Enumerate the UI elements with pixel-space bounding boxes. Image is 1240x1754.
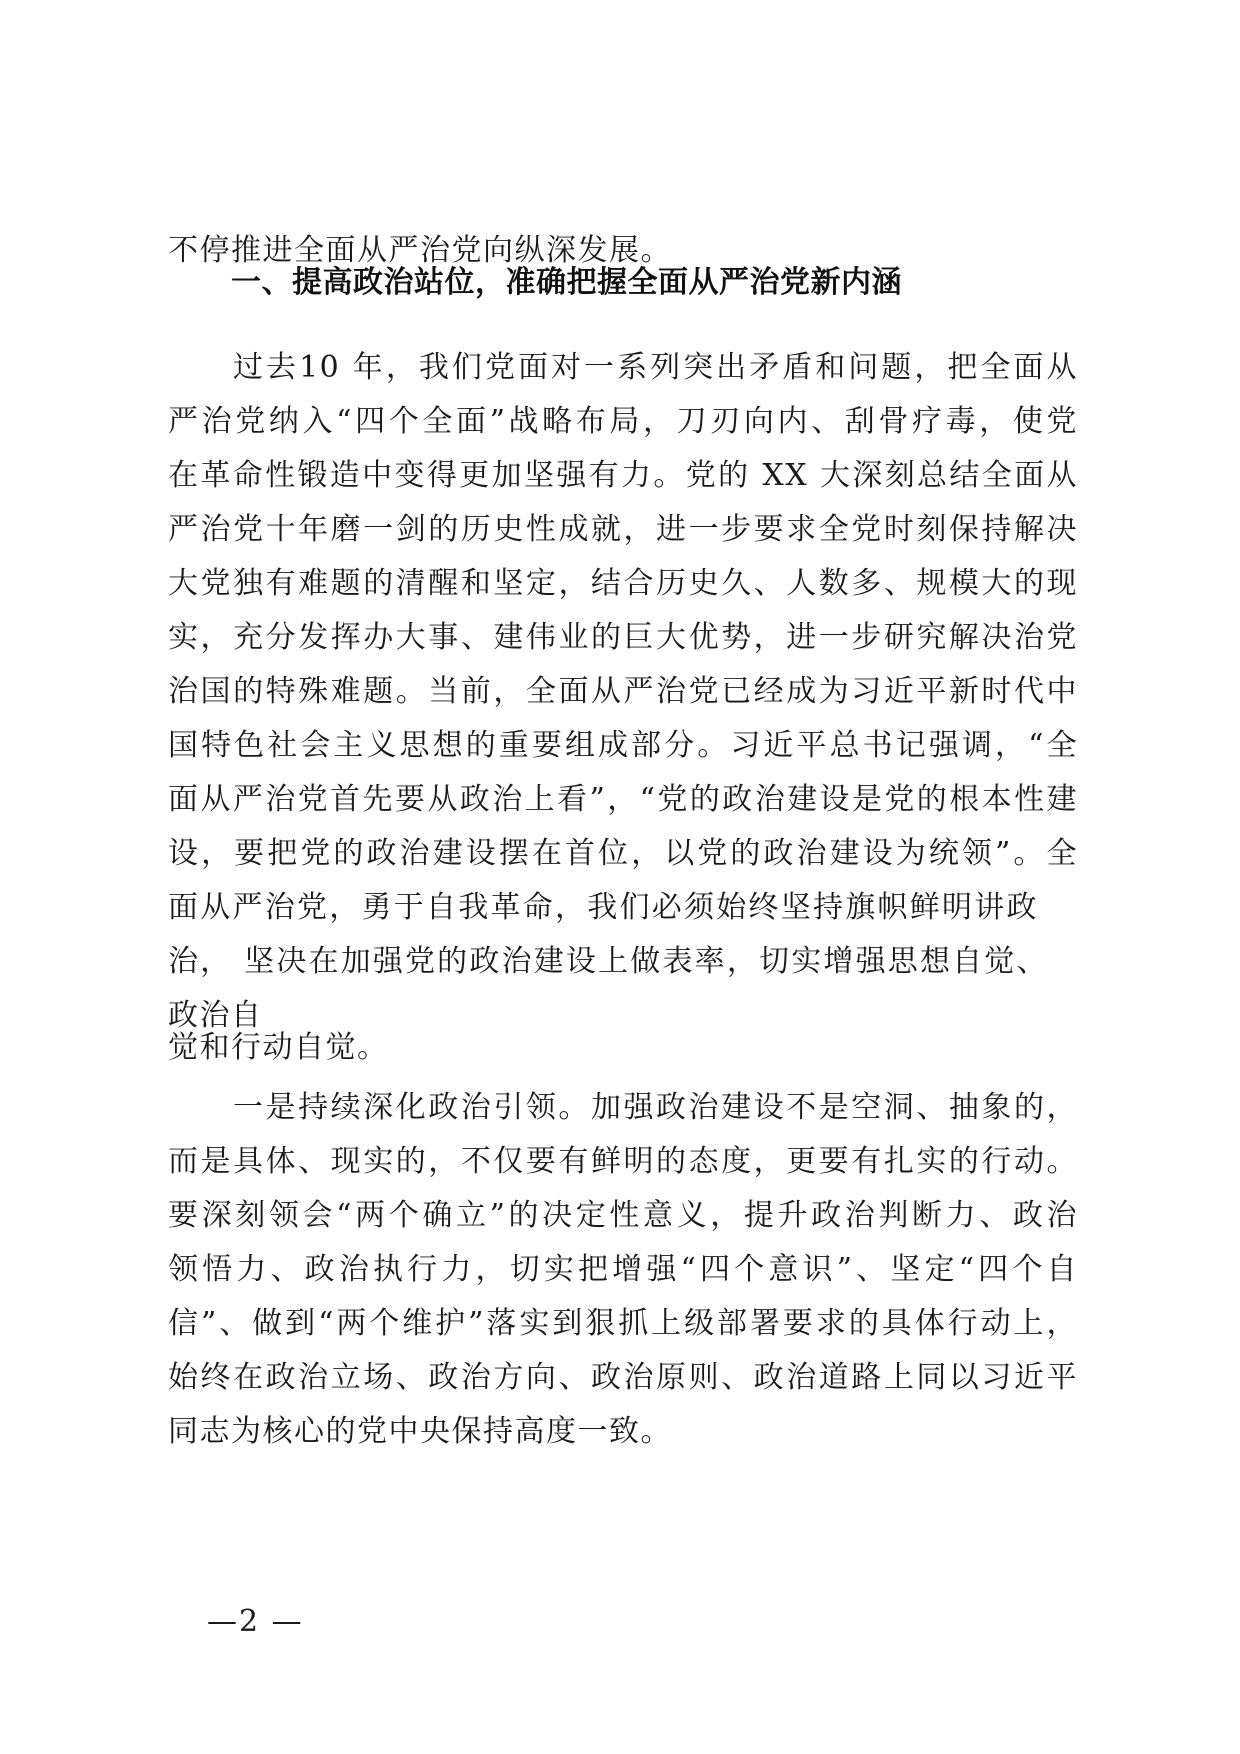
text-line: 在革命性锻造中变得更加坚强有力。党的 XX 大深刻总结全面从 <box>168 458 1078 493</box>
page-number: —2 — <box>207 1604 304 1639</box>
text-line: 实，充分发挥办大事、建伟业的巨大优势，进一步研究解决治党 <box>168 620 1078 655</box>
text-line: 设，要把党的政治建设摆在首位，以党的政治建设为统领”。全 <box>168 836 1078 871</box>
text-line: 大党独有难题的清醒和坚定，结合历史久、人数多、规模大的现 <box>168 566 1078 601</box>
text-line: 一是持续深化政治引领。加强政治建设不是空洞、抽象的， <box>233 1090 1078 1125</box>
section-heading: 一、提高政治站位，准确把握全面从严治党新内涵 <box>231 265 902 300</box>
text-line: 面从严治党首先要从政治上看”，“党的政治建设是党的根本性建 <box>168 782 1078 817</box>
text-line: 要深刻领会“两个确立”的决定性意义，提升政治判断力、政治 <box>168 1198 1078 1233</box>
text-line: 领悟力、政治执行力，切实把增强“四个意识”、坚定“四个自 <box>168 1252 1078 1287</box>
text-line: 治国的特殊难题。当前，全面从严治党已经成为习近平新时代中 <box>168 674 1078 709</box>
text-line: 不停推进全面从严治党向纵深发展。 <box>168 233 672 268</box>
text-line: 同志为核心的党中央保持高度一致。 <box>168 1414 672 1449</box>
text-line: 政治自 <box>168 998 263 1033</box>
text-line: 觉和行动自觉。 <box>168 1030 389 1065</box>
text-line: 国特色社会主义思想的重要组成部分。习近平总书记强调，“全 <box>168 728 1078 763</box>
text-line: 而是具体、现实的，不仅要有鲜明的态度，更要有扎实的行动。 <box>168 1144 1078 1179</box>
text-line: 始终在政治立场、政治方向、政治原则、政治道路上同以习近平 <box>168 1360 1078 1395</box>
text-line: 过去10 年，我们党面对一系列突出矛盾和问题，把全面从 <box>233 350 1078 385</box>
text-line: 信”、做到“两个维护”落实到狠抓上级部署要求的具体行动上， <box>168 1306 1078 1341</box>
text-line: 面从严治党，勇于自我革命，我们必须始终坚持旗帜鲜明讲政 <box>168 890 1038 925</box>
text-line: 严治党十年磨一剑的历史性成就，进一步要求全党时刻保持解决 <box>168 512 1078 547</box>
text-line: 严治党纳入“四个全面”战略布局，刀刃向内、刮骨疗毒，使党 <box>168 404 1078 439</box>
text-line: 治， 坚决在加强党的政治建设上做表率，切实增强思想自觉、 <box>168 944 1048 979</box>
